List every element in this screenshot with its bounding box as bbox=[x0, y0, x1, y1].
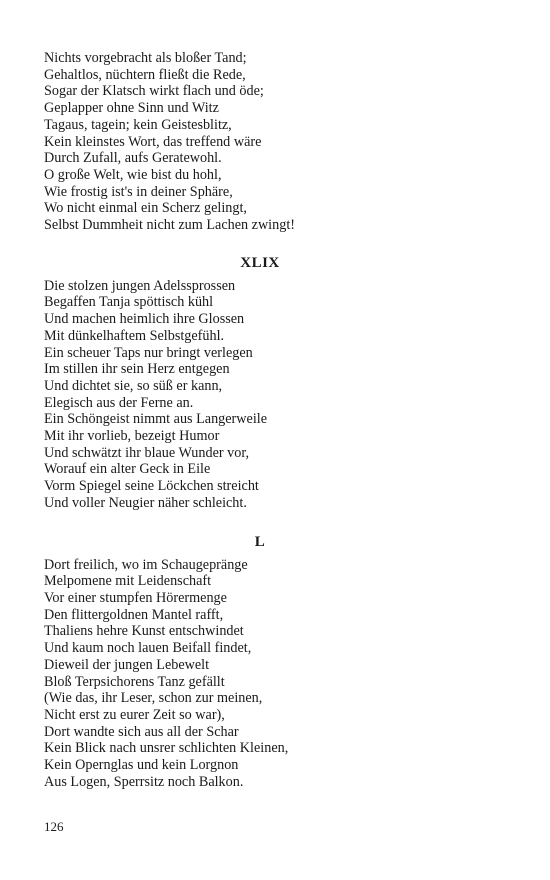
verse-line: Kein kleinstes Wort, das treffend wäre bbox=[44, 133, 262, 150]
stanza-xlviii-continued bbox=[44, 50, 476, 234]
verse-line: Elegisch aus der Ferne an. bbox=[44, 394, 194, 411]
verse-line: Die stolzen jungen Adelssprossen bbox=[44, 277, 236, 294]
verse-line: Aus Logen, Sperrsitz noch Balkon. bbox=[44, 773, 244, 790]
stanza-heading-xlix: XLIX bbox=[240, 254, 280, 271]
verse-line: Vorm Spiegel seine Löckchen streicht bbox=[44, 478, 259, 495]
verse-line: Worauf ein alter Geck in Eile bbox=[44, 461, 211, 478]
verse-line: Melpomene mit Leidenschaft bbox=[44, 573, 212, 590]
verse-line: Mit ihr vorlieb, bezeigt Humor bbox=[44, 428, 220, 445]
verse-line: Nichts vorgebracht als bloßer Tand; bbox=[44, 50, 247, 66]
verse-line: Mit dünkelhaftem Selbstgefühl. bbox=[44, 327, 225, 344]
stanza-l bbox=[44, 557, 476, 791]
verse-line: Und dichtet sie, so süß er kann, bbox=[44, 377, 223, 394]
verse-line: Und schwätzt ihr blaue Wunder vor, bbox=[44, 444, 250, 461]
verse-line: Und voller Neugier näher schleicht. bbox=[44, 494, 247, 511]
book-page bbox=[44, 50, 476, 790]
verse-line: Nicht erst zu eurer Zeit so war), bbox=[44, 706, 225, 723]
verse-line: Kein Blick nach unsrer schlichten Kleinen, bbox=[44, 740, 289, 757]
verse-line: Wo nicht einmal ein Scherz gelingt, bbox=[44, 200, 247, 217]
verse-line: Thaliens hehre Kunst entschwindet bbox=[44, 623, 244, 640]
verse-line: Dort wandte sich aus all der Schar bbox=[44, 723, 239, 740]
verse-line: Bloß Terpsichorens Tanz gefällt bbox=[44, 673, 225, 690]
verse-line: Dort freilich, wo im Schaugepränge bbox=[44, 556, 248, 573]
verse-line: Dieweil der jungen Lebewelt bbox=[44, 656, 210, 673]
verse-line: Tagaus, tagein; kein Geistesblitz, bbox=[44, 116, 232, 133]
verse-line: Begaffen Tanja spöttisch kühl bbox=[44, 294, 214, 311]
stanza-heading-l: L bbox=[254, 533, 266, 550]
verse-line: Den flittergoldnen Mantel rafft, bbox=[44, 606, 224, 623]
verse-line: Selbst Dummheit nicht zum Lachen zwingt! bbox=[44, 217, 295, 234]
page-number: 126 bbox=[44, 819, 64, 834]
verse-line: Ein scheuer Taps nur bringt verlegen bbox=[44, 344, 253, 361]
verse-line: Im stillen ihr sein Herz entgegen bbox=[44, 361, 230, 378]
verse-line: O große Welt, wie bist du hohl, bbox=[44, 166, 222, 183]
verse-line: Sogar der Klatsch wirkt flach und öde; bbox=[44, 83, 264, 100]
verse-line: Vor einer stumpfen Hörermenge bbox=[44, 589, 227, 606]
verse-line: Durch Zufall, aufs Geratewohl. bbox=[44, 150, 222, 167]
verse-line: Kein Opernglas und kein Lorgnon bbox=[44, 757, 239, 774]
verse-line: Geplapper ohne Sinn und Witz bbox=[44, 100, 219, 117]
verse-line: Ein Schöngeist nimmt aus Langerweile bbox=[44, 411, 268, 428]
stanza-xlix bbox=[44, 278, 476, 512]
verse-line: (Wie das, ihr Leser, schon zur meinen, bbox=[44, 690, 263, 707]
verse-line: Und machen heimlich ihre Glossen bbox=[44, 311, 245, 328]
verse-line: Gehaltlos, nüchtern fließt die Rede, bbox=[44, 66, 246, 83]
verse-line: Und kaum noch lauen Beifall findet, bbox=[44, 640, 252, 657]
verse-line: Wie frostig ist's in deiner Sphäre, bbox=[44, 183, 233, 200]
